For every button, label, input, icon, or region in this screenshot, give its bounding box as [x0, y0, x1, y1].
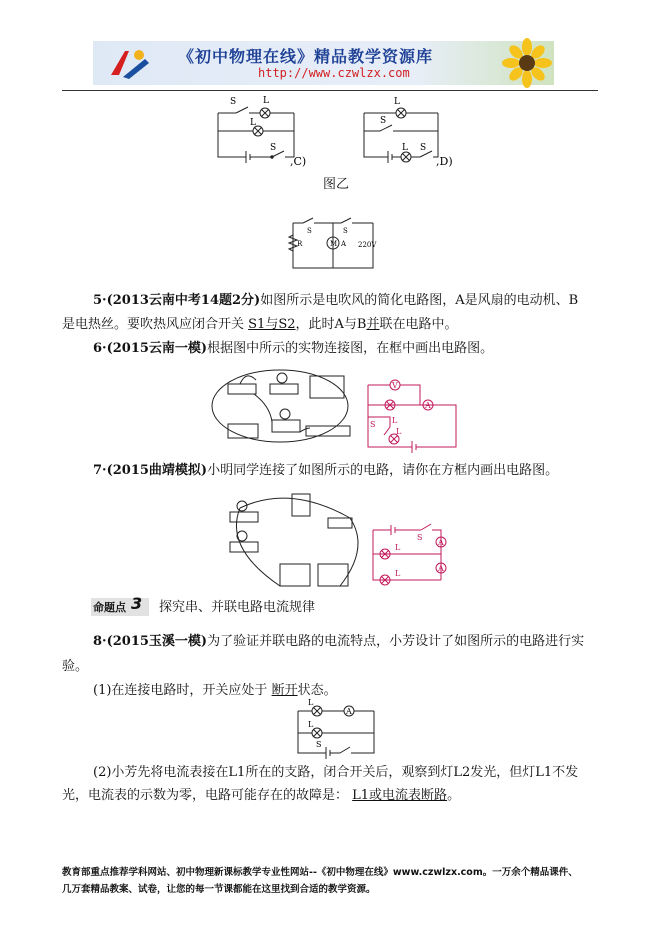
fan-label: A: [341, 240, 347, 248]
q8-part1-text-a: (1)在连接电路时，开关应处于: [93, 683, 268, 698]
q7-number: 7: [93, 463, 103, 478]
q5-text-a: 是电热丝。要吹热风应闭合开关: [62, 317, 245, 332]
switch-s2-label: S: [270, 143, 277, 153]
q7-physical-circuit-image: [220, 488, 360, 590]
option-d-label: ,D): [436, 155, 453, 168]
ammeter-2-label: A: [438, 564, 444, 573]
q5-answer1: S1与S2: [248, 317, 296, 332]
lamp-l2-label: L: [250, 118, 256, 128]
q6-answer-circuit: [360, 377, 462, 452]
q6-number: 6: [93, 341, 103, 356]
q7-text: 小明同学连接了如图所示的电路，请你在方框内画出电路图。: [207, 463, 559, 478]
q8-line1: 8·(2015玉溪一模)为了验证并联电路的电流特点，小芳设计了如图所示的电路进行实: [93, 634, 585, 649]
topic-badge-number: 3: [131, 594, 143, 613]
q6-physical-circuit-image: [210, 366, 355, 451]
figure-caption: 图乙: [323, 177, 350, 192]
q8-source: (2015玉溪一模): [106, 634, 208, 649]
q8-part2-text-a: 光，电流表的示数为零，电路可能存在的故障是：: [62, 788, 349, 803]
q7-source: (2015曲靖模拟): [106, 463, 208, 478]
q8-text: 为了验证并联电路的电流特点，小芳设计了如图所示的电路进行实: [207, 634, 585, 649]
option-c-label: ,C): [290, 155, 307, 168]
voltmeter-label: V: [392, 381, 398, 390]
lamp-l2-label: L: [402, 143, 408, 153]
q6-text: 根据图中所示的实物连接图，在框中画出电路图。: [207, 341, 494, 356]
switch-s2-label: S: [420, 143, 427, 153]
q8-part2-line1: (2)小芳先将电流表接在L1所在的支路，闭合开关后，观察到灯L2发光，但灯L1不发: [93, 765, 579, 780]
lamp-l1-label: L: [395, 543, 401, 552]
q7-line: 7·(2015曲靖模拟)小明同学连接了如图所示的电路，请你在方框内画出电路图。: [93, 463, 559, 478]
q8-part2-answer: L1或电流表断路: [352, 788, 448, 803]
ammeter-label: A: [425, 401, 431, 410]
ammeter-1-label: A: [438, 538, 444, 547]
q8-line2: 验。: [62, 659, 89, 674]
switch-s2-label: S: [343, 227, 348, 235]
q8-part1-text-b: 状态。: [297, 683, 337, 698]
footer-line2: 几万套精品教案、试卷，让您的每一节课都能在这里找到合适的教学资源。: [62, 884, 376, 895]
lamp-l2-label: L: [395, 569, 401, 578]
motor-label: M: [330, 240, 338, 248]
q5-answer2: 并: [366, 317, 380, 332]
switch-s1-label: S: [230, 97, 237, 107]
lamp-l1-label: L: [263, 96, 269, 106]
q5-line1: 5·(2013云南中考14题2分)如图所示是电吹风的简化电路图，A是风扇的电动机、B: [93, 293, 579, 308]
switch-s1-label: S: [380, 116, 387, 126]
q5-text-b: ，此时A与B: [295, 317, 367, 332]
voltage-label: 220V: [358, 241, 377, 249]
q7-answer-circuit: [367, 520, 457, 585]
switch-label: S: [370, 420, 376, 429]
topic-badge: [91, 594, 149, 616]
lamp-l2-label: L: [308, 720, 314, 729]
q5-text-c: 联在电路中。: [379, 317, 458, 332]
switch-label: S: [417, 533, 423, 542]
q5-text: 如图所示是电吹风的简化电路图，A是风扇的电动机、B: [260, 293, 579, 308]
ammeter-label: A: [346, 707, 352, 716]
q5-source: (2013云南中考14题2分): [106, 293, 261, 308]
q8-part1: [93, 683, 337, 699]
q6-source: (2015云南一模): [106, 341, 208, 356]
switch-label: S: [316, 740, 322, 749]
lamp-l2-label: L: [396, 427, 402, 436]
q5-number: 5: [93, 293, 103, 308]
footer-line1: 教育部重点推荐学科网站、初中物理新课标教学专业性网站--《初中物理在线》www.czwlzx.com。一万余个精品课件、: [62, 867, 578, 878]
heater-label: R: [297, 240, 303, 248]
lamp-l1-label: L: [308, 698, 314, 707]
banner-title: 《初中物理在线》精品教学资源库: [178, 47, 434, 66]
circuit-option-c: [208, 93, 318, 168]
q8-part1-answer: 断开: [271, 683, 298, 698]
header-rule: [62, 90, 598, 91]
hair-dryer-circuit: [285, 213, 380, 275]
topic-badge-label: 命题点: [93, 601, 126, 614]
q6-line: 6·(2015云南一模)根据图中所示的实物连接图，在框中画出电路图。: [93, 341, 494, 356]
q5-line2: [62, 317, 458, 333]
sunflower-icon: [493, 41, 554, 85]
lamp-l1-label: L: [392, 416, 398, 425]
banner-url: http://www.czwlzx.com: [258, 66, 410, 80]
q8-part2-text-b: 。: [447, 788, 461, 803]
q8-part2-line2: [62, 788, 460, 804]
lamp-l1-label: L: [394, 97, 400, 107]
header-banner: [93, 41, 554, 85]
q8-number: 8: [93, 634, 103, 649]
section-title: 探究串、并联电路电流规律: [159, 600, 316, 615]
switch-s1-label: S: [307, 227, 312, 235]
logo-icon: [105, 45, 155, 83]
q8-circuit: [290, 698, 380, 759]
circuit-option-d: [358, 93, 468, 168]
